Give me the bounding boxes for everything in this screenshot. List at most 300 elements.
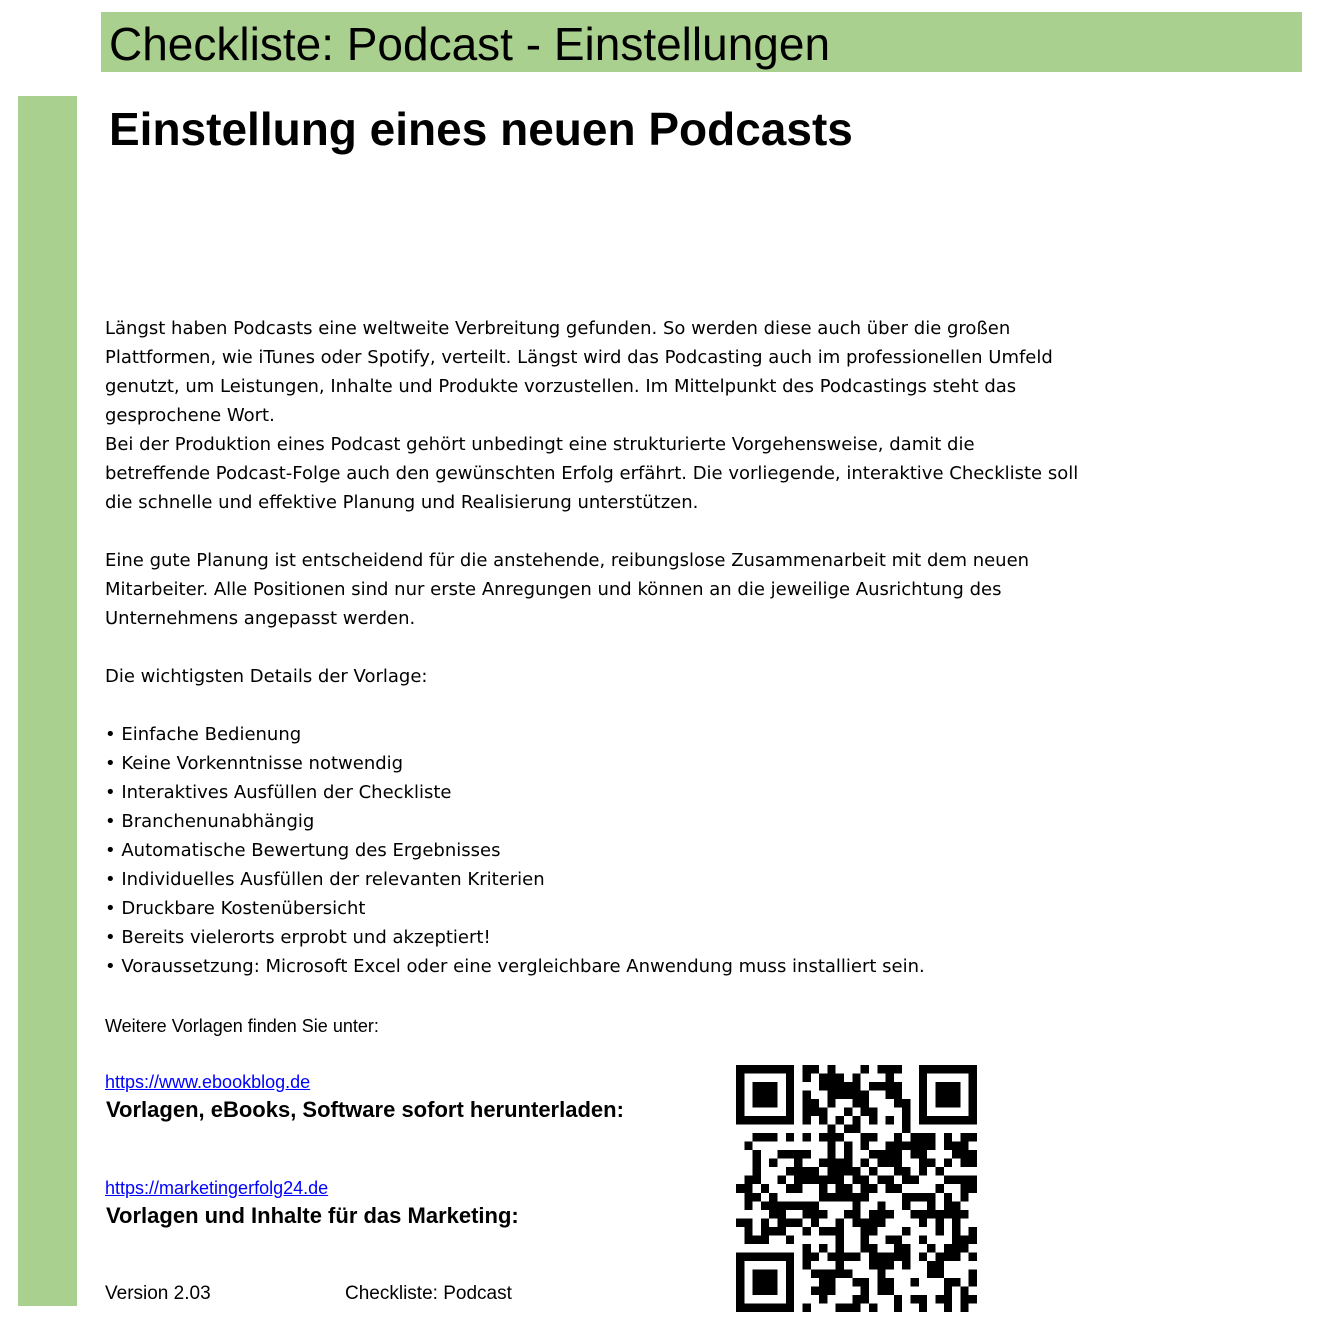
qr-module xyxy=(802,1252,810,1261)
qr-module xyxy=(911,1150,919,1159)
qr-module xyxy=(802,1116,810,1125)
qr-module xyxy=(844,1091,852,1100)
qr-module xyxy=(894,1295,902,1304)
qr-module xyxy=(960,1184,968,1193)
qr-module xyxy=(960,1210,968,1219)
qr-module xyxy=(894,1133,902,1142)
qr-module xyxy=(819,1116,827,1125)
qr-module xyxy=(761,1184,769,1193)
qr-module xyxy=(877,1261,885,1270)
qr-module xyxy=(819,1159,827,1168)
qr-module xyxy=(944,1176,952,1185)
qr-module xyxy=(761,1278,769,1287)
qr-module xyxy=(786,1303,794,1312)
qr-module xyxy=(811,1210,819,1219)
qr-module xyxy=(819,1082,827,1091)
qr-module xyxy=(802,1167,810,1176)
qr-module xyxy=(869,1108,877,1117)
qr-module xyxy=(802,1261,810,1270)
qr-module xyxy=(861,1218,869,1227)
qr-module xyxy=(869,1116,877,1125)
more-templates-label: Weitere Vorlagen finden Sie unter: xyxy=(105,1016,379,1036)
qr-module xyxy=(902,1193,910,1202)
qr-module xyxy=(969,1252,977,1261)
qr-module xyxy=(744,1218,752,1227)
qr-module xyxy=(778,1227,786,1236)
qr-module xyxy=(852,1125,860,1134)
qr-module xyxy=(902,1125,910,1134)
qr-module xyxy=(969,1176,977,1185)
qr-module xyxy=(894,1167,902,1176)
qr-module xyxy=(836,1176,844,1185)
qr-module xyxy=(769,1201,777,1210)
qr-module xyxy=(827,1133,835,1142)
qr-module xyxy=(952,1252,960,1261)
qr-module xyxy=(911,1278,919,1287)
qr-module xyxy=(886,1210,894,1219)
qr-module xyxy=(902,1108,910,1117)
qr-module xyxy=(794,1201,802,1210)
qr-module xyxy=(769,1303,777,1312)
qr-module xyxy=(836,1235,844,1244)
qr-module xyxy=(753,1252,761,1261)
qr-module xyxy=(902,1116,910,1125)
qr-module xyxy=(894,1142,902,1151)
qr-module xyxy=(836,1303,844,1312)
qr-module xyxy=(744,1176,752,1185)
qr-module xyxy=(886,1159,894,1168)
list-item: • Einfache Bedienung xyxy=(105,720,1085,749)
qr-module xyxy=(844,1150,852,1159)
qr-module xyxy=(960,1295,968,1304)
ebookblog-link[interactable]: https://www.ebookblog.de xyxy=(105,1072,311,1092)
qr-module xyxy=(919,1065,927,1074)
qr-module xyxy=(786,1278,794,1287)
qr-module xyxy=(861,1278,869,1287)
qr-module xyxy=(960,1303,968,1312)
qr-module xyxy=(919,1091,927,1100)
qr-module xyxy=(877,1269,885,1278)
qr-module xyxy=(935,1116,943,1125)
qr-module xyxy=(786,1133,794,1142)
qr-module xyxy=(919,1303,927,1312)
qr-module xyxy=(944,1286,952,1295)
qr-module xyxy=(802,1074,810,1083)
qr-module xyxy=(960,1159,968,1168)
qr-module xyxy=(761,1303,769,1312)
qr-module xyxy=(786,1269,794,1278)
qr-module xyxy=(886,1176,894,1185)
qr-module xyxy=(944,1252,952,1261)
details-intro: Die wichtigsten Details der Vorlage: xyxy=(105,666,428,687)
qr-module xyxy=(836,1074,844,1083)
qr-module xyxy=(935,1184,943,1193)
qr-module xyxy=(811,1201,819,1210)
list-item: • Druckbare Kostenübersicht xyxy=(105,894,1085,923)
qr-module xyxy=(960,1150,968,1159)
qr-module xyxy=(927,1201,935,1210)
list-item: • Bereits vielerorts erprobt und akzeptiert! xyxy=(105,923,1085,952)
qr-module xyxy=(861,1295,869,1304)
qr-module xyxy=(960,1176,968,1185)
qr-module xyxy=(877,1176,885,1185)
qr-module xyxy=(969,1269,977,1278)
qr-module xyxy=(886,1074,894,1083)
marketingerfolg-caption: Vorlagen und Inhalte für das Marketing: xyxy=(106,1203,519,1228)
qr-module xyxy=(935,1252,943,1261)
list-item: • Automatische Bewertung des Ergebnisses xyxy=(105,836,1085,865)
qr-module xyxy=(944,1099,952,1108)
qr-module xyxy=(869,1184,877,1193)
qr-module xyxy=(886,1116,894,1125)
qr-module xyxy=(836,1167,844,1176)
qr-module xyxy=(877,1159,885,1168)
qr-module xyxy=(769,1210,777,1219)
qr-module xyxy=(919,1074,927,1083)
qr-module xyxy=(861,1099,869,1108)
qr-module xyxy=(819,1227,827,1236)
qr-module xyxy=(919,1099,927,1108)
qr-module xyxy=(744,1252,752,1261)
qr-module xyxy=(836,1269,844,1278)
qr-module xyxy=(894,1235,902,1244)
qr-module xyxy=(919,1167,927,1176)
qr-module xyxy=(886,1252,894,1261)
qr-module xyxy=(935,1099,943,1108)
qr-module xyxy=(769,1091,777,1100)
qr-module xyxy=(927,1261,935,1270)
qr-module xyxy=(753,1269,761,1278)
qr-module xyxy=(952,1218,960,1227)
list-item: • Keine Vorkenntnisse notwendig xyxy=(105,749,1085,778)
qr-module xyxy=(919,1142,927,1151)
qr-module xyxy=(894,1159,902,1168)
qr-module xyxy=(927,1159,935,1168)
qr-module xyxy=(886,1261,894,1270)
qr-module xyxy=(736,1278,744,1287)
qr-module xyxy=(786,1167,794,1176)
qr-module xyxy=(761,1218,769,1227)
qr-module xyxy=(852,1193,860,1202)
qr-module xyxy=(911,1295,919,1304)
qr-module xyxy=(861,1133,869,1142)
qr-module xyxy=(827,1091,835,1100)
qr-module xyxy=(786,1074,794,1083)
intro-paragraph: Längst haben Podcasts eine weltweite Verbreitung gefunden. So werden diese auch über die großen Plattformen, wie iTunes oder Spotify, verteilt. Längst wird das Podcasting auch im professionellen Umfeld genutzt, um Leistungen, Inhalte und Produkte vorzustellen. Im Mittelpunkt des Podcastings steht das gesprochene Wort. xyxy=(105,318,1053,426)
qr-module xyxy=(944,1065,952,1074)
qr-module xyxy=(761,1227,769,1236)
qr-module xyxy=(836,1159,844,1168)
qr-module xyxy=(927,1142,935,1151)
qr-module xyxy=(877,1286,885,1295)
qr-module xyxy=(944,1142,952,1151)
qr-module xyxy=(952,1235,960,1244)
qr-module xyxy=(744,1227,752,1236)
qr-module xyxy=(877,1150,885,1159)
body-text xyxy=(105,314,1085,981)
qr-module xyxy=(844,1193,852,1202)
qr-module xyxy=(886,1142,894,1151)
qr-module xyxy=(927,1116,935,1125)
qr-module xyxy=(902,1244,910,1253)
qr-module xyxy=(894,1244,902,1253)
qr-module xyxy=(919,1116,927,1125)
qr-module xyxy=(811,1176,819,1185)
qr-module xyxy=(786,1218,794,1227)
qr-module xyxy=(819,1278,827,1287)
qr-module xyxy=(902,1176,910,1185)
qr-module xyxy=(919,1108,927,1117)
qr-module xyxy=(960,1193,968,1202)
qr-module xyxy=(827,1099,835,1108)
qr-module xyxy=(802,1099,810,1108)
qr-module xyxy=(786,1150,794,1159)
qr-module xyxy=(736,1099,744,1108)
qr-module xyxy=(969,1065,977,1074)
qr-module xyxy=(819,1184,827,1193)
qr-module xyxy=(836,1133,844,1142)
qr-module xyxy=(811,1252,819,1261)
list-item: • Individuelles Ausfüllen der relevanten Kriterien xyxy=(105,865,1085,894)
qr-module xyxy=(861,1244,869,1253)
qr-module xyxy=(736,1065,744,1074)
qr-module xyxy=(969,1278,977,1287)
qr-module xyxy=(844,1252,852,1261)
qr-module xyxy=(952,1142,960,1151)
qr-module xyxy=(911,1142,919,1151)
qr-module xyxy=(736,1091,744,1100)
qr-module xyxy=(802,1303,810,1312)
qr-module xyxy=(778,1116,786,1125)
qr-module xyxy=(769,1099,777,1108)
qr-module xyxy=(869,1082,877,1091)
qr-module xyxy=(802,1201,810,1210)
qr-module xyxy=(753,1176,761,1185)
qr-module xyxy=(852,1252,860,1261)
qr-module xyxy=(827,1074,835,1083)
qr-module xyxy=(960,1244,968,1253)
qr-module xyxy=(935,1167,943,1176)
qr-module xyxy=(827,1286,835,1295)
qr-module xyxy=(761,1133,769,1142)
qr-module xyxy=(844,1303,852,1312)
qr-module xyxy=(861,1184,869,1193)
qr-module xyxy=(952,1091,960,1100)
qr-module xyxy=(852,1091,860,1100)
qr-module xyxy=(852,1176,860,1185)
qr-module xyxy=(844,1108,852,1117)
qr-module xyxy=(952,1227,960,1236)
qr-module xyxy=(836,1218,844,1227)
qr-module xyxy=(811,1099,819,1108)
qr-module xyxy=(811,1218,819,1227)
qr-module xyxy=(969,1099,977,1108)
qr-module xyxy=(753,1065,761,1074)
qr-module xyxy=(919,1210,927,1219)
qr-module xyxy=(902,1099,910,1108)
list-item: • Voraussetzung: Microsoft Excel oder eine vergleichbare Anwendung muss installiert sein. xyxy=(105,952,1085,981)
qr-module xyxy=(819,1295,827,1304)
qr-module xyxy=(935,1210,943,1219)
qr-module xyxy=(877,1210,885,1219)
qr-module xyxy=(827,1142,835,1151)
qr-module xyxy=(852,1116,860,1125)
qr-module xyxy=(761,1286,769,1295)
marketingerfolg-link[interactable]: https://marketingerfolg24.de xyxy=(105,1178,329,1198)
qr-module xyxy=(836,1082,844,1091)
qr-module xyxy=(919,1150,927,1159)
qr-module xyxy=(811,1167,819,1176)
qr-module xyxy=(802,1227,810,1236)
qr-module xyxy=(778,1218,786,1227)
qr-module xyxy=(911,1176,919,1185)
qr-module xyxy=(819,1176,827,1185)
qr-module xyxy=(844,1125,852,1134)
qr-module xyxy=(869,1227,877,1236)
qr-module xyxy=(927,1210,935,1219)
qr-module xyxy=(919,1218,927,1227)
qr-module xyxy=(827,1176,835,1185)
qr-module xyxy=(852,1074,860,1083)
qr-module xyxy=(827,1278,835,1287)
qr-module xyxy=(844,1167,852,1176)
qr-module xyxy=(786,1116,794,1125)
qr-module xyxy=(753,1099,761,1108)
qr-module xyxy=(861,1065,869,1074)
qr-module xyxy=(952,1099,960,1108)
qr-module xyxy=(786,1099,794,1108)
qr-module xyxy=(960,1133,968,1142)
qr-module xyxy=(786,1091,794,1100)
qr-module xyxy=(794,1176,802,1185)
qr-module xyxy=(877,1252,885,1261)
qr-module xyxy=(935,1269,943,1278)
qr-module xyxy=(769,1116,777,1125)
qr-module xyxy=(761,1235,769,1244)
qr-module xyxy=(819,1108,827,1117)
qr-module xyxy=(753,1082,761,1091)
qr-module xyxy=(761,1065,769,1074)
qr-module xyxy=(952,1176,960,1185)
qr-module xyxy=(869,1133,877,1142)
qr-module xyxy=(894,1065,902,1074)
qr-module xyxy=(844,1142,852,1151)
qr-module xyxy=(827,1159,835,1168)
qr-module xyxy=(753,1091,761,1100)
qr-module xyxy=(869,1244,877,1253)
qr-module xyxy=(811,1269,819,1278)
qr-module xyxy=(819,1210,827,1219)
qr-module xyxy=(886,1082,894,1091)
qr-module xyxy=(786,1201,794,1210)
qr-module xyxy=(861,1176,869,1185)
qr-module xyxy=(861,1108,869,1117)
qr-module xyxy=(911,1193,919,1202)
qr-module xyxy=(952,1150,960,1159)
qr-module xyxy=(736,1082,744,1091)
qr-module xyxy=(911,1133,919,1142)
qr-module xyxy=(786,1184,794,1193)
qr-module xyxy=(919,1193,927,1202)
planning-paragraph: Eine gute Planung ist entscheidend für die anstehende, reibungslose Zusammenarbeit mit dem neuen Mitarbeiter. Alle Positionen sind nur erste Anregungen und können an die jeweilige Ausrichtung des Unternehmens angepasst werden. xyxy=(105,550,1030,629)
qr-module xyxy=(935,1065,943,1074)
qr-module xyxy=(794,1159,802,1168)
qr-module xyxy=(952,1082,960,1091)
qr-module xyxy=(761,1082,769,1091)
qr-module xyxy=(894,1082,902,1091)
qr-module xyxy=(753,1235,761,1244)
qr-module xyxy=(877,1201,885,1210)
qr-module xyxy=(802,1133,810,1142)
qr-module xyxy=(836,1193,844,1202)
qr-module xyxy=(753,1167,761,1176)
qr-module xyxy=(819,1133,827,1142)
main-heading: Einstellung eines neuen Podcasts xyxy=(109,103,853,155)
qr-module xyxy=(877,1082,885,1091)
qr-module xyxy=(969,1116,977,1125)
qr-module xyxy=(919,1252,927,1261)
qr-module xyxy=(894,1303,902,1312)
qr-module xyxy=(969,1295,977,1304)
qr-module xyxy=(927,1065,935,1074)
qr-module xyxy=(969,1074,977,1083)
qr-module xyxy=(761,1252,769,1261)
qr-module xyxy=(736,1269,744,1278)
qr-module xyxy=(960,1116,968,1125)
qr-module xyxy=(869,1150,877,1159)
qr-module xyxy=(944,1082,952,1091)
qr-module xyxy=(769,1133,777,1142)
qr-module xyxy=(877,1278,885,1287)
qr-module xyxy=(861,1159,869,1168)
qr-module xyxy=(894,1099,902,1108)
qr-module xyxy=(753,1303,761,1312)
qr-module xyxy=(944,1091,952,1100)
qr-module xyxy=(769,1278,777,1287)
qr-module xyxy=(852,1201,860,1210)
qr-module xyxy=(794,1218,802,1227)
qr-module xyxy=(786,1082,794,1091)
qr-module xyxy=(844,1269,852,1278)
qr-module xyxy=(969,1091,977,1100)
qr-module xyxy=(811,1108,819,1117)
qr-module xyxy=(861,1286,869,1295)
qr-module xyxy=(836,1184,844,1193)
qr-module xyxy=(827,1193,835,1202)
qr-module xyxy=(769,1286,777,1295)
qr-module xyxy=(969,1133,977,1142)
qr-module xyxy=(769,1227,777,1236)
qr-module xyxy=(935,1261,943,1270)
qr-module xyxy=(794,1184,802,1193)
qr-module xyxy=(902,1261,910,1270)
qr-module xyxy=(744,1184,752,1193)
qr-module xyxy=(844,1082,852,1091)
qr-module xyxy=(919,1082,927,1091)
qr-module xyxy=(778,1303,786,1312)
qr-module xyxy=(969,1108,977,1117)
qr-module xyxy=(869,1218,877,1227)
qr-module xyxy=(902,1167,910,1176)
qr-module xyxy=(836,1244,844,1253)
qr-module xyxy=(969,1227,977,1236)
qr-module xyxy=(960,1286,968,1295)
qr-module xyxy=(802,1244,810,1253)
qr-module xyxy=(869,1261,877,1270)
qr-module xyxy=(894,1150,902,1159)
qr-module xyxy=(778,1201,786,1210)
qr-module xyxy=(786,1065,794,1074)
